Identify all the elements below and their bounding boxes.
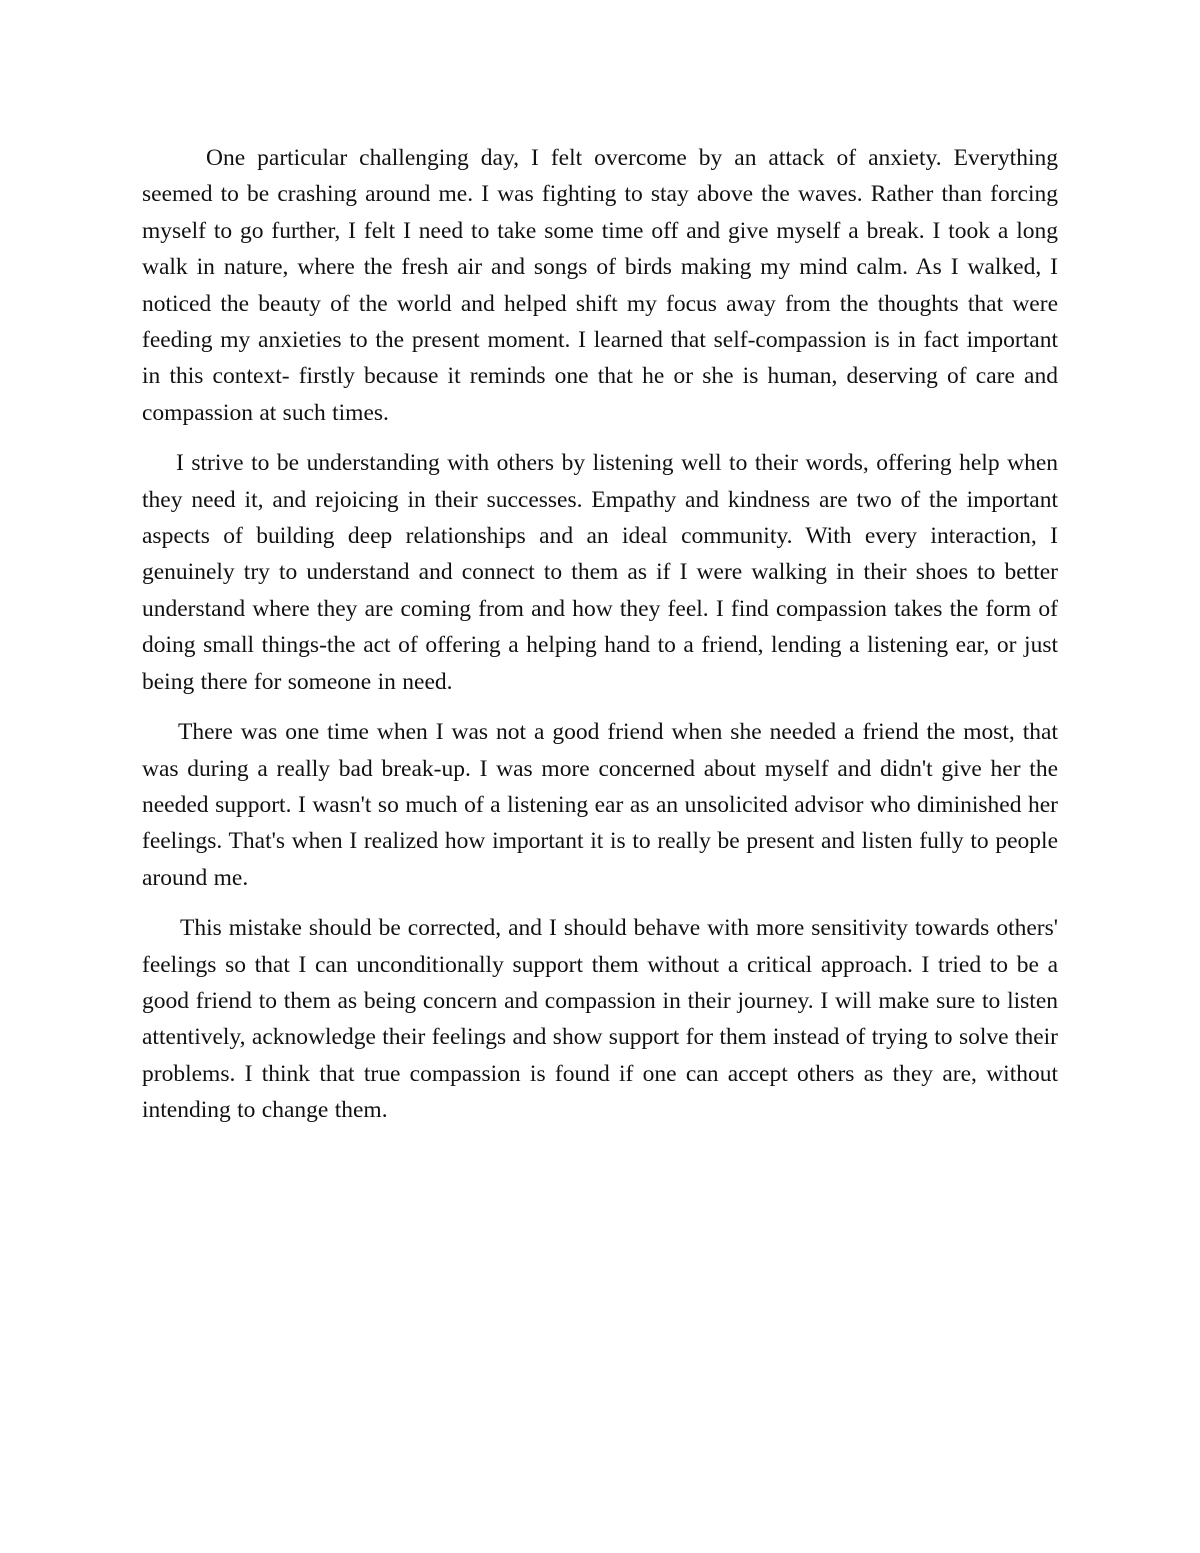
paragraph-3: There was one time when I was not a good friend when she needed a friend the most, that was during a really bad break-up. I was more concerned about myself and didn't give her the needed support. I wasn't so much of a listening ear as an unsolicited advisor who diminished her feelings. That's when I realized how important it is to really be present and listen fully to people around me. — [142, 719, 1058, 891]
paragraph-4: This mistake should be corrected, and I should behave with more sensitivity towards others' feelings so that I can unconditionally support them without a critical approach. I tried to be a good friend to them as being concern and compassion in their journey. I will make sure to listen attentively, acknowledge their feelings and show support for them instead of trying to solve their problems. I think that true compassion is found if one can accept others as they are, without intending to change them. — [142, 915, 1058, 1124]
paragraph-2: I strive to be understanding with others by listening well to their words, offering help when they need it, and rejoicing in their successes. Empathy and kindness are two of the important aspects of building deep relationships and an ideal community. With every interaction, I genuinely try to understand and connect to them as if I were walking in their shoes to better understand where they are coming from and how they feel. I find compassion takes the form of doing small things-the act of offering a helping hand to a friend, lending a listening ear, or just being there for someone in need. — [142, 450, 1058, 695]
paragraph-1: One particular challenging day, I felt overcome by an attack of anxiety. Everything seemed to be crashing around me. I was fighting to stay above the waves. Rather than forcing myself to go further, I felt I need to take some time off and give myself a break. I took a long walk in nature, where the fresh air and songs of birds making my mind calm. As I walked, I noticed the beauty of the world and helped shift my focus away from the thoughts that were feeding my anxieties to the present moment. I learned that self-compassion is in fact important in this context- firstly because it reminds one that he or she is human, deserving of care and compassion at such times. — [142, 145, 1058, 426]
document-body — [142, 140, 1058, 1143]
